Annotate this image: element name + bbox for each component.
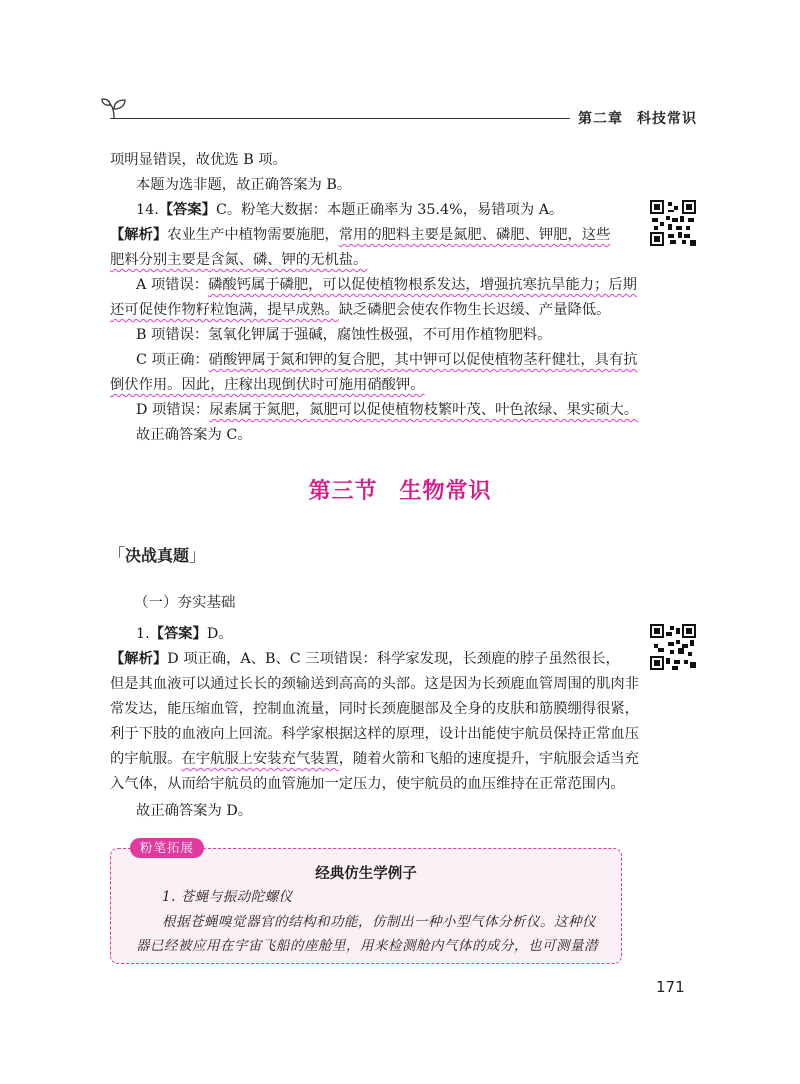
option-label: A 项错误：: [136, 277, 209, 293]
qr-code-icon: [650, 624, 696, 670]
highlighted-text: 倒伏作用。因此，庄稼出现倒伏时可施用硝酸钾。: [110, 377, 425, 393]
text-line: 常发达，能压缩血管，控制血流量，同时长颈鹿腿部及全身的皮肤和筋膜绷得很紧，: [110, 701, 639, 717]
option-b-line: B 项错误：氢氧化钾属于强碱，腐蚀性极强，不可用作植物肥料。: [136, 327, 552, 343]
extension-item-title: 1. 苍蝇与振动陀螺仪: [162, 889, 293, 905]
exam-heading: [108, 541, 206, 566]
text-line: [110, 300, 610, 320]
text-line: 入气体，从而给宇航员的血管施加一定压力，使宇航员的血压维持在正常范围内。: [110, 776, 625, 792]
chapter-subject: 科技常识: [637, 111, 697, 127]
answer-text: C。粉笔大数据：本题正确率为 35.4%，易错项为 A。: [215, 202, 564, 218]
exam-heading-text: 决战真题: [125, 546, 190, 565]
question-1-answer: [136, 624, 233, 644]
text-line: 项明显错误，故优选 B 项。: [110, 152, 287, 168]
answer-tag: 【答案】: [149, 626, 207, 642]
question-1-analysis: [110, 649, 620, 669]
header-rule: [110, 118, 570, 119]
analysis-tag: 【解析】: [110, 227, 168, 243]
option-label: C 项正确：: [136, 352, 209, 368]
analysis-text: D 项正确，A、B、C 三项错误：科学家发现，长颈鹿的脖子虽然很长，: [167, 651, 620, 667]
highlighted-text: 在宇航服上安装充气装置: [181, 751, 339, 767]
text-line: [110, 375, 425, 395]
highlighted-text: 尿素属于氮肥，氮肥可以促使植物枝繁叶茂、叶色浓绿、果实硕大。: [209, 402, 639, 418]
bracket-close: 」: [189, 546, 207, 566]
extension-title: 经典仿生学例子: [315, 866, 417, 882]
text-line: 但是其血液可以通过长长的颈输送到高高的头部。这是因为长颈鹿血管周围的肌肉非: [110, 676, 639, 692]
text-line: 本题为选非题，故正确答案为 B。: [136, 177, 352, 193]
extension-text-line: 根据苍蝇嗅觉器官的结构和功能，仿制出一种小型气体分析仪。这种仪: [162, 914, 596, 930]
answer-tag: 【答案】: [158, 202, 216, 218]
option-d-line: [136, 400, 638, 420]
text-line: 利于下肢的血液向上回流。科学家根据这样的原理，设计出能使宇航员保持正常血压: [110, 726, 639, 742]
highlighted-text: 还可促使作物籽粒饱满，提早成熟。: [110, 302, 339, 318]
text-line: [110, 250, 367, 270]
page-number: 171: [656, 978, 685, 996]
sub-heading: （一）夯实基础: [134, 595, 236, 611]
highlighted-text: 磷酸钙属于磷肥，可以促使植物根系发达，增强抗寒抗旱能力；后期: [208, 277, 637, 293]
text-fragment: ，随着火箭和飞船的速度提升，宇航服会适当充: [338, 751, 639, 767]
final-answer: 故正确答案为 D。: [136, 803, 253, 819]
final-answer: 故正确答案为 C。: [136, 427, 252, 443]
highlighted-text: 常用的肥料主要是氮肥、磷肥、钾肥，这些: [338, 227, 611, 243]
section-title: [0, 474, 800, 505]
answer-text: D。: [206, 626, 233, 642]
question-number: 1.: [136, 626, 150, 642]
analysis-tag: 【解析】: [110, 651, 168, 667]
option-label: D 项错误：: [136, 402, 210, 418]
text-fragment: 缺乏磷肥会使农作物生长迟缓、产量降低。: [338, 302, 611, 318]
chapter-number: 第二章: [578, 111, 623, 127]
question-14-analysis: [110, 225, 610, 245]
text-line: [110, 749, 639, 769]
bracket-open: 「: [108, 546, 125, 566]
section-name: 生物常识: [399, 479, 492, 504]
highlighted-text: 肥料分别主要是含氮、磷、钾的无机盐。: [110, 252, 368, 268]
option-c-line: [136, 350, 638, 370]
highlighted-text: 硝酸钾属于氮和钾的复合肥，其中钾可以促使植物茎秆健壮，具有抗: [208, 352, 638, 368]
chapter-header: [578, 108, 697, 128]
qr-code-icon: [650, 200, 696, 246]
text-fragment: 的宇航服。: [110, 751, 182, 767]
option-a-line: [136, 275, 637, 295]
section-number: 第三节: [308, 479, 378, 504]
leaf-icon: [100, 97, 128, 119]
question-number: 14.: [136, 202, 159, 218]
analysis-text: 农业生产中植物需要施肥，: [167, 227, 339, 243]
extension-tag: 粉笔拓展: [130, 838, 204, 858]
extension-text-line: 器已经被应用在宇宙飞船的座舱里，用来检测舱内气体的成分，也可测量潜: [136, 938, 598, 954]
question-14-answer: [136, 200, 563, 220]
